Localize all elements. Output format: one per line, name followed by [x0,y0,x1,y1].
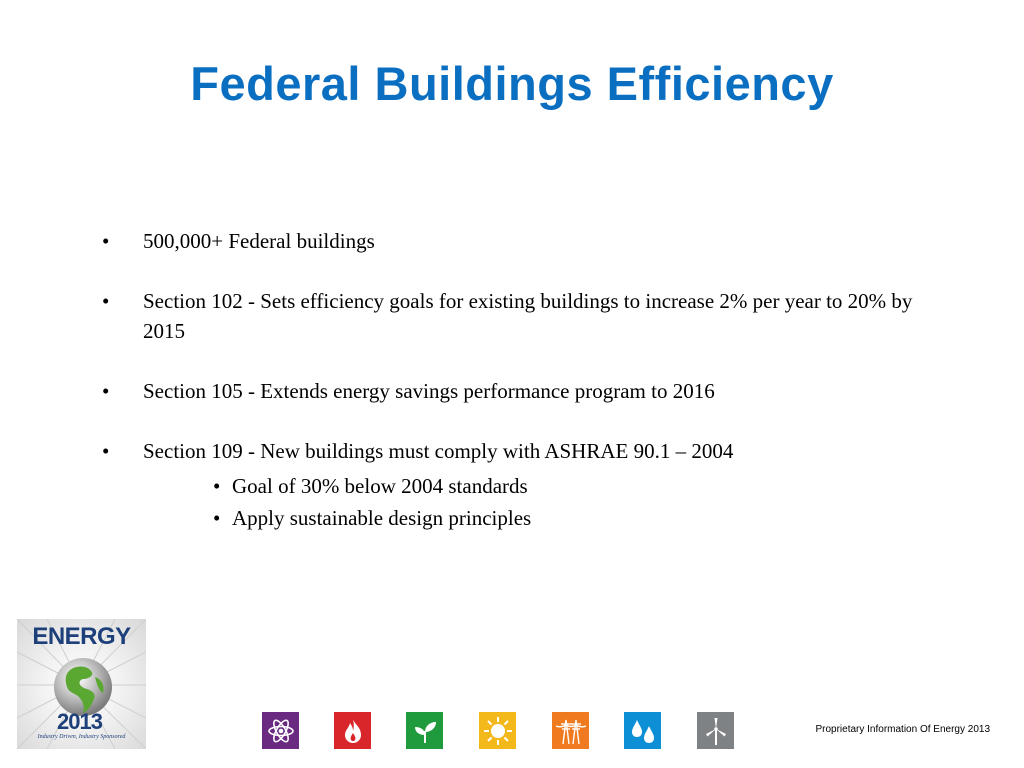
bullet-item: • Section 102 - Sets efficiency goals for existing buildings to increase 2% per year to 20% by 2015 [102,286,932,346]
water-drops-icon [624,712,661,749]
power-lines-icon [552,712,589,749]
energy-2013-logo [17,619,146,749]
bullet-item: • Section 105 - Extends energy savings performance program to 2016 [102,376,932,406]
bullet-item: • 500,000+ Federal buildings [102,226,932,256]
logo-word: ENERGY [32,623,131,650]
bullet-list [102,226,932,534]
flame-icon [334,712,371,749]
logo-tagline: Industry Driven, Industry Sponsored [37,734,126,740]
slide-title: Federal Buildings Efficiency [190,57,834,110]
footer-text: Proprietary Information Of Energy 2013 [815,724,990,735]
sub-bullet-item: • Goal of 30% below 2004 standards [143,470,932,502]
plant-icon [406,712,443,749]
bullet-item [102,436,932,534]
sun-icon [479,712,516,749]
bullet-text: Section 109 - New buildings must comply with ASHRAE 90.1 – 2004 [143,439,734,463]
atom-icon [262,712,299,749]
logo-year: 2013 [57,709,102,734]
wind-turbine-icon [697,712,734,749]
sub-bullet-item: • Apply sustainable design principles [143,502,932,534]
sub-bullet-list [143,470,932,534]
